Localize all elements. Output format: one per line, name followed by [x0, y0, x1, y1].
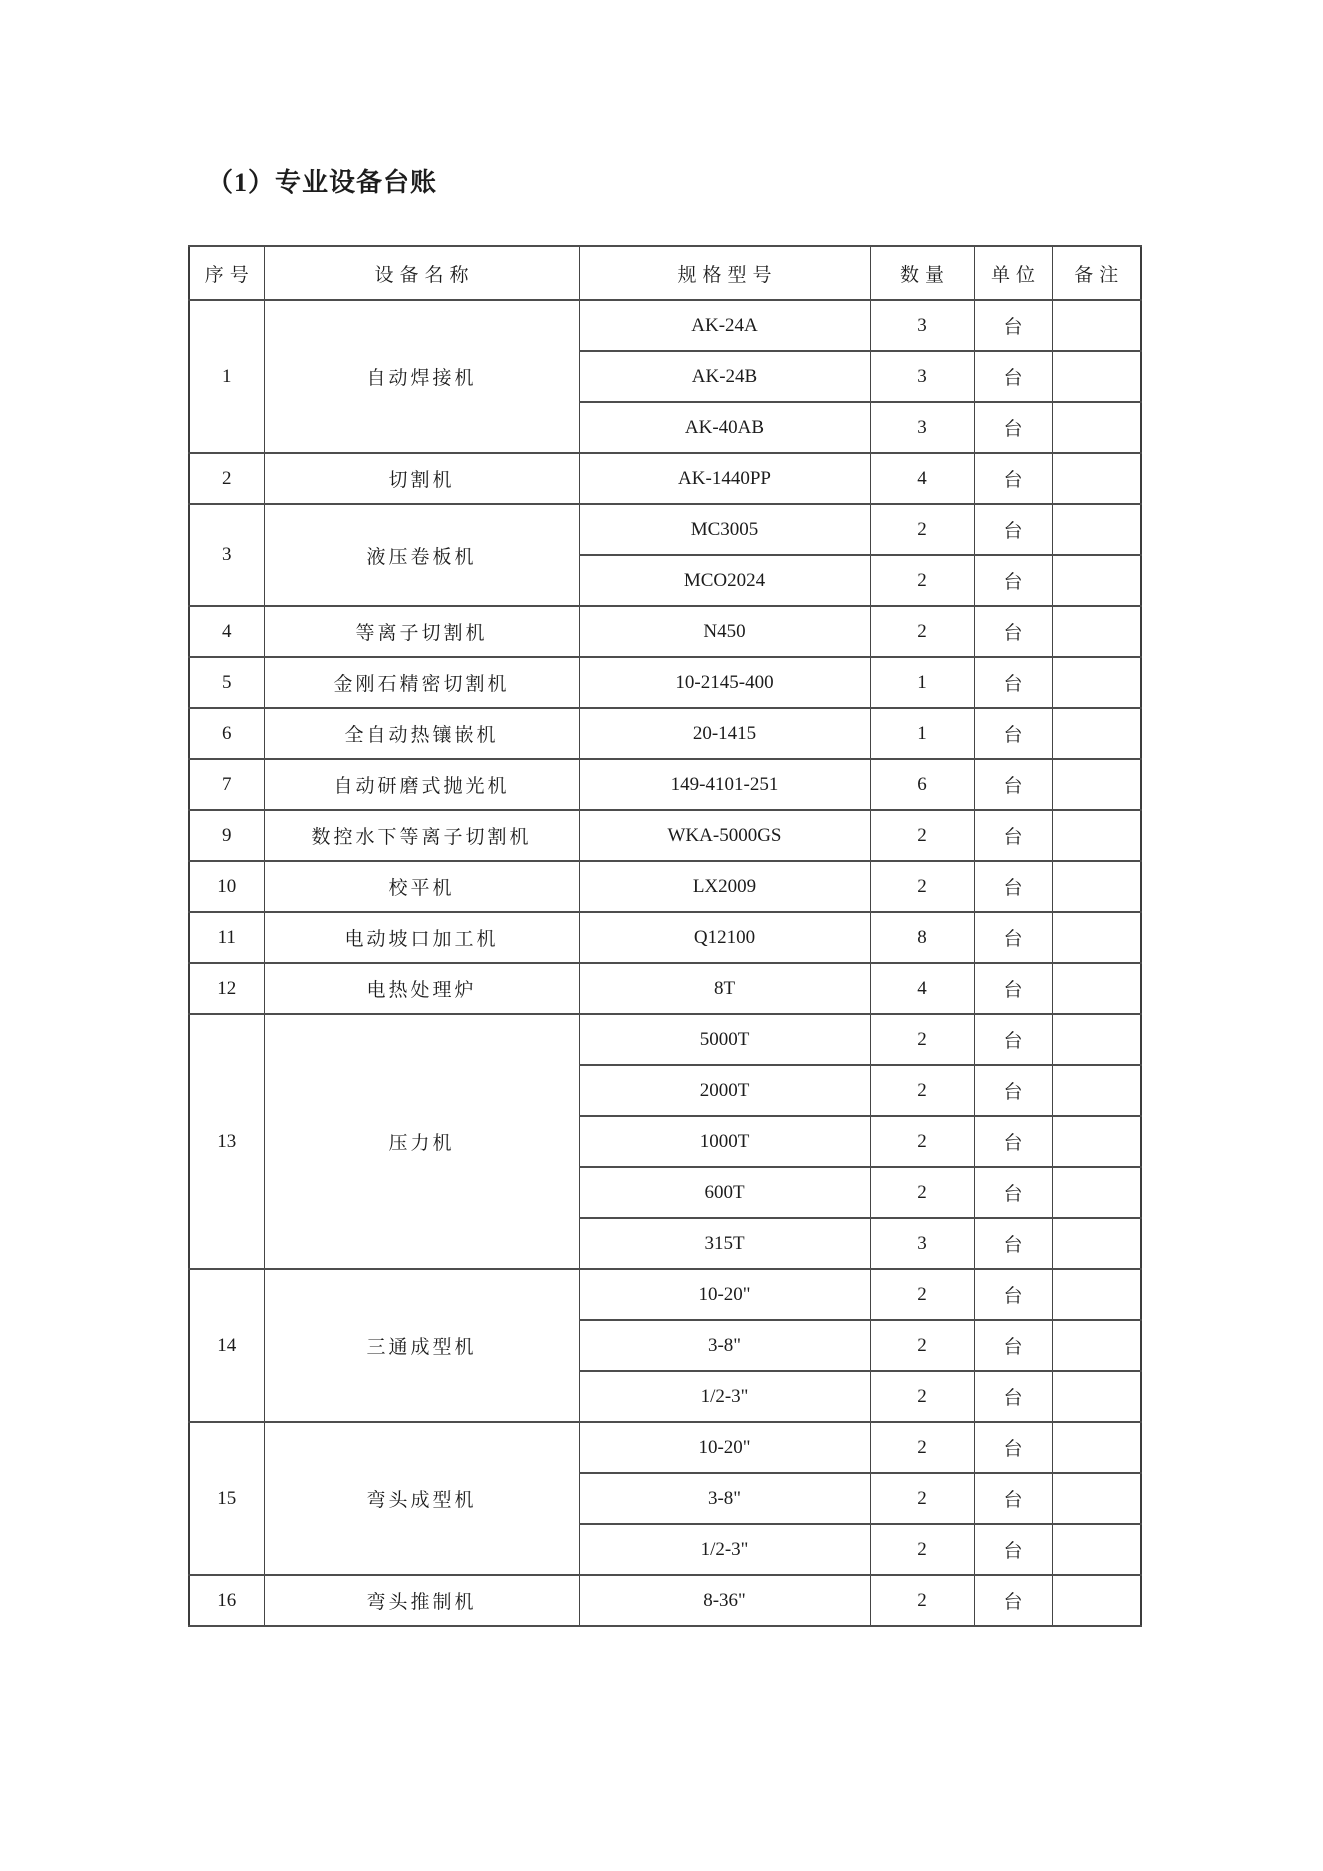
page-title: （1）专业设备台账 — [207, 168, 438, 197]
column-header-note: 备注 — [1052, 246, 1141, 300]
note-cell — [1052, 1473, 1141, 1524]
unit-cell: 台 — [974, 1167, 1052, 1218]
unit-cell: 台 — [974, 759, 1052, 810]
equipment-name-cell: 弯头成型机 — [264, 1422, 579, 1575]
quantity-cell: 2 — [870, 1269, 974, 1320]
spec-model-cell: 600T — [579, 1167, 870, 1218]
table-row — [189, 759, 1141, 810]
quantity-cell: 2 — [870, 504, 974, 555]
quantity-cell: 4 — [870, 453, 974, 504]
quantity-cell: 2 — [870, 606, 974, 657]
quantity-cell: 1 — [870, 708, 974, 759]
quantity-cell: 8 — [870, 912, 974, 963]
row-number-cell: 15 — [189, 1422, 264, 1575]
unit-cell: 台 — [974, 555, 1052, 606]
spec-model-cell: 10-20" — [579, 1269, 870, 1320]
spec-model-cell: LX2009 — [579, 861, 870, 912]
spec-model-cell: 1/2-3" — [579, 1371, 870, 1422]
unit-cell: 台 — [974, 1014, 1052, 1065]
unit-cell: 台 — [974, 1524, 1052, 1575]
quantity-cell: 2 — [870, 1422, 974, 1473]
table-row — [189, 1575, 1141, 1626]
quantity-cell: 2 — [870, 1524, 974, 1575]
quantity-cell: 3 — [870, 1218, 974, 1269]
row-number-cell: 11 — [189, 912, 264, 963]
equipment-name-cell: 数控水下等离子切割机 — [264, 810, 579, 861]
table-row — [189, 1014, 1141, 1065]
spec-model-cell: 3-8" — [579, 1473, 870, 1524]
unit-cell: 台 — [974, 1320, 1052, 1371]
column-header-no: 序号 — [189, 246, 264, 300]
quantity-cell: 2 — [870, 810, 974, 861]
equipment-name-cell: 电动坡口加工机 — [264, 912, 579, 963]
quantity-cell: 3 — [870, 300, 974, 351]
unit-cell: 台 — [974, 504, 1052, 555]
unit-cell: 台 — [974, 1218, 1052, 1269]
table-row — [189, 504, 1141, 555]
row-number-cell: 12 — [189, 963, 264, 1014]
equipment-name-cell: 全自动热镶嵌机 — [264, 708, 579, 759]
equipment-name-cell: 三通成型机 — [264, 1269, 579, 1422]
unit-cell: 台 — [974, 1065, 1052, 1116]
note-cell — [1052, 759, 1141, 810]
note-cell — [1052, 1269, 1141, 1320]
spec-model-cell: N450 — [579, 606, 870, 657]
unit-cell: 台 — [974, 810, 1052, 861]
spec-model-cell: 315T — [579, 1218, 870, 1269]
table-row — [189, 1422, 1141, 1473]
note-cell — [1052, 1218, 1141, 1269]
spec-model-cell: MC3005 — [579, 504, 870, 555]
spec-model-cell: AK-1440PP — [579, 453, 870, 504]
quantity-cell: 2 — [870, 1371, 974, 1422]
note-cell — [1052, 1116, 1141, 1167]
row-number-cell: 16 — [189, 1575, 264, 1626]
note-cell — [1052, 300, 1141, 351]
spec-model-cell: AK-24B — [579, 351, 870, 402]
row-number-cell: 5 — [189, 657, 264, 708]
note-cell — [1052, 912, 1141, 963]
unit-cell: 台 — [974, 963, 1052, 1014]
row-number-cell: 4 — [189, 606, 264, 657]
table-row — [189, 963, 1141, 1014]
equipment-name-cell: 压力机 — [264, 1014, 579, 1269]
note-cell — [1052, 402, 1141, 453]
table-row — [189, 300, 1141, 351]
quantity-cell: 2 — [870, 1167, 974, 1218]
note-cell — [1052, 1524, 1141, 1575]
note-cell — [1052, 1167, 1141, 1218]
row-number-cell: 6 — [189, 708, 264, 759]
row-number-cell: 3 — [189, 504, 264, 606]
table-row — [189, 453, 1141, 504]
quantity-cell: 2 — [870, 861, 974, 912]
note-cell — [1052, 1371, 1141, 1422]
spec-model-cell: AK-24A — [579, 300, 870, 351]
unit-cell: 台 — [974, 1575, 1052, 1626]
unit-cell: 台 — [974, 453, 1052, 504]
column-header-qty: 数量 — [870, 246, 974, 300]
note-cell — [1052, 1320, 1141, 1371]
column-header-spec: 规格型号 — [579, 246, 870, 300]
spec-model-cell: Q12100 — [579, 912, 870, 963]
unit-cell: 台 — [974, 402, 1052, 453]
table-row — [189, 657, 1141, 708]
note-cell — [1052, 657, 1141, 708]
quantity-cell: 3 — [870, 402, 974, 453]
unit-cell: 台 — [974, 861, 1052, 912]
equipment-ledger-table — [188, 245, 1142, 1627]
spec-model-cell: 8-36" — [579, 1575, 870, 1626]
row-number-cell: 1 — [189, 300, 264, 453]
spec-model-cell: 2000T — [579, 1065, 870, 1116]
unit-cell: 台 — [974, 606, 1052, 657]
spec-model-cell: 5000T — [579, 1014, 870, 1065]
table-row — [189, 861, 1141, 912]
quantity-cell: 3 — [870, 351, 974, 402]
row-number-cell: 10 — [189, 861, 264, 912]
unit-cell: 台 — [974, 1269, 1052, 1320]
row-number-cell: 7 — [189, 759, 264, 810]
equipment-name-cell: 等离子切割机 — [264, 606, 579, 657]
quantity-cell: 2 — [870, 1065, 974, 1116]
note-cell — [1052, 810, 1141, 861]
note-cell — [1052, 453, 1141, 504]
equipment-name-cell: 金刚石精密切割机 — [264, 657, 579, 708]
spec-model-cell: 10-20" — [579, 1422, 870, 1473]
table-header-row — [189, 246, 1141, 300]
equipment-name-cell: 弯头推制机 — [264, 1575, 579, 1626]
quantity-cell: 1 — [870, 657, 974, 708]
unit-cell: 台 — [974, 1422, 1052, 1473]
equipment-name-cell: 自动焊接机 — [264, 300, 579, 453]
spec-model-cell: 10-2145-400 — [579, 657, 870, 708]
table-body — [189, 300, 1141, 1626]
row-number-cell: 13 — [189, 1014, 264, 1269]
equipment-name-cell: 切割机 — [264, 453, 579, 504]
note-cell — [1052, 504, 1141, 555]
note-cell — [1052, 1065, 1141, 1116]
table-row — [189, 606, 1141, 657]
unit-cell: 台 — [974, 708, 1052, 759]
note-cell — [1052, 861, 1141, 912]
note-cell — [1052, 963, 1141, 1014]
spec-model-cell: 1000T — [579, 1116, 870, 1167]
note-cell — [1052, 1014, 1141, 1065]
quantity-cell: 2 — [870, 1116, 974, 1167]
unit-cell: 台 — [974, 300, 1052, 351]
table-row — [189, 1269, 1141, 1320]
quantity-cell: 2 — [870, 1014, 974, 1065]
note-cell — [1052, 708, 1141, 759]
equipment-name-cell: 自动研磨式抛光机 — [264, 759, 579, 810]
table-row — [189, 708, 1141, 759]
spec-model-cell: 149-4101-251 — [579, 759, 870, 810]
note-cell — [1052, 351, 1141, 402]
quantity-cell: 4 — [870, 963, 974, 1014]
note-cell — [1052, 1422, 1141, 1473]
unit-cell: 台 — [974, 1116, 1052, 1167]
quantity-cell: 2 — [870, 1473, 974, 1524]
unit-cell: 台 — [974, 351, 1052, 402]
table-row — [189, 912, 1141, 963]
unit-cell: 台 — [974, 1371, 1052, 1422]
spec-model-cell: 20-1415 — [579, 708, 870, 759]
quantity-cell: 2 — [870, 1320, 974, 1371]
equipment-name-cell: 电热处理炉 — [264, 963, 579, 1014]
row-number-cell: 9 — [189, 810, 264, 861]
row-number-cell: 2 — [189, 453, 264, 504]
spec-model-cell: MCO2024 — [579, 555, 870, 606]
spec-model-cell: 3-8" — [579, 1320, 870, 1371]
spec-model-cell: 1/2-3" — [579, 1524, 870, 1575]
quantity-cell: 6 — [870, 759, 974, 810]
unit-cell: 台 — [974, 657, 1052, 708]
equipment-name-cell: 校平机 — [264, 861, 579, 912]
equipment-name-cell: 液压卷板机 — [264, 504, 579, 606]
unit-cell: 台 — [974, 1473, 1052, 1524]
column-header-name: 设备名称 — [264, 246, 579, 300]
quantity-cell: 2 — [870, 1575, 974, 1626]
row-number-cell: 14 — [189, 1269, 264, 1422]
column-header-unit: 单位 — [974, 246, 1052, 300]
note-cell — [1052, 555, 1141, 606]
unit-cell: 台 — [974, 912, 1052, 963]
note-cell — [1052, 606, 1141, 657]
spec-model-cell: 8T — [579, 963, 870, 1014]
note-cell — [1052, 1575, 1141, 1626]
quantity-cell: 2 — [870, 555, 974, 606]
spec-model-cell: AK-40AB — [579, 402, 870, 453]
table-row — [189, 810, 1141, 861]
spec-model-cell: WKA-5000GS — [579, 810, 870, 861]
